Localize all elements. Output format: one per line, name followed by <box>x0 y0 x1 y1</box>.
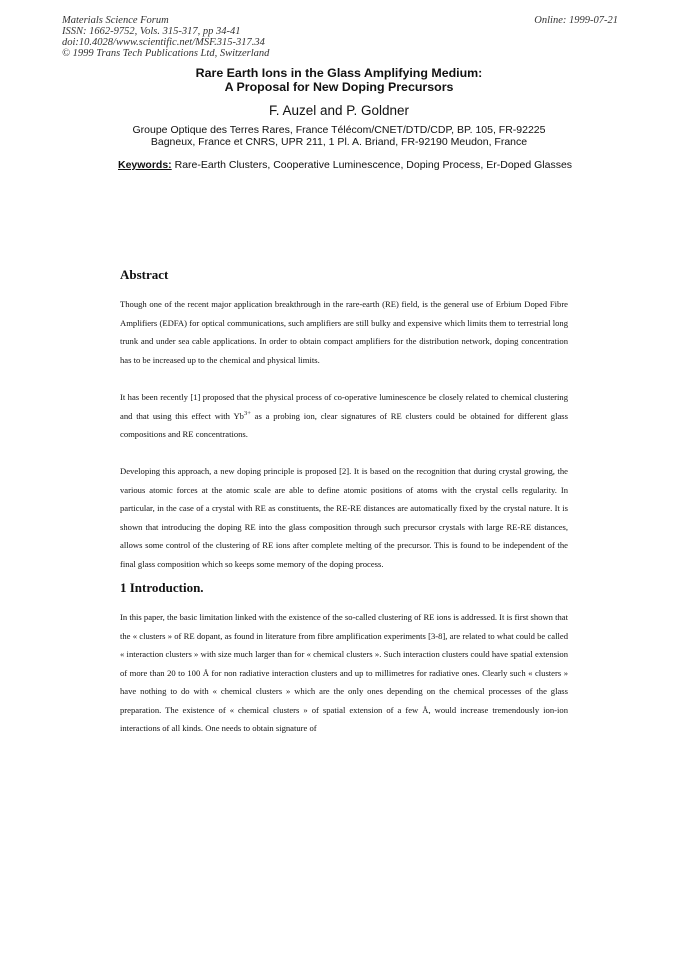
affiliation-line-2: Bagneux, France et CNRS, UPR 211, 1 Pl. A. Briand, FR-92190 Meudon, France <box>150 136 528 148</box>
affiliation <box>0 124 678 148</box>
issn: ISSN: 1662-9752, Vols. 315-317, pp 34-41 <box>62 26 241 37</box>
authors: F. Auzel and P. Goldner <box>268 103 410 118</box>
introduction-paragraph-1: In this paper, the basic limitation linked with the existence of the so-called clustering of RE ions is addressed. It is first shown that the « clusters » of RE dopant, as found in literature from fibre amplification experiments [3-8], are related to what could be called « interaction clusters » with size much larger than for « chemical clusters ». Such interaction clusters could have spatial extension of more than 20 to 100 Å for non radiative interaction clusters and up to millimetres for radiative ones. Clearly such « clusters » have nothing to do with « chemical clusters » which are the only ones depending on the chemical processes of the glass preparation. The existence of « chemical clusters » of spatial extension of a few Å, would increase tremendously ion-ion interactions of all kinds. One needs to obtain signature of <box>120 612 568 733</box>
header-metadata <box>62 15 269 59</box>
title-line-2: A Proposal for New Doping Precursors <box>224 80 454 94</box>
copyright: © 1999 Trans Tech Publications Ltd, Switzerland <box>62 48 270 59</box>
abstract-paragraph-3: Developing this approach, a new doping principle is proposed [2]. It is based on the recognition that during crystal growing, the various atomic forces at the atomic scale are able to define atomic positions of atoms with the crystal cells regularity. In particular, in the case of a crystal with RE as constituents, the RE-RE distances are automatically fixed by the crystal nature. It is shown that introducing the doping RE into the glass composition through such precursor crystals with large RE-RE distances, allows some control of the clustering of RE ions after complete melting of the precursor. This is found to be independent of the final glass composition which so keeps some memory of the doping process. <box>120 466 568 569</box>
abstract-heading: Abstract <box>120 267 169 282</box>
abstract-p2-text-a: It has been recently [1] proposed that the physical process of co-operative luminescence be closely related to chemical clustering and that using this effect with Yb <box>120 392 568 421</box>
keywords-list: Rare-Earth Clusters, Cooperative Luminescence, Doping Process, Er-Doped Glasses <box>174 159 573 171</box>
abstract-paragraph-1: Though one of the recent major application breakthrough in the rare-earth (RE) field, is the general use of Erbium Doped Fibre Amplifiers (EDFA) for optical communications, such amplifiers are still bulky and expensive which limits them to terrestrial long trunk and under sea cable applications. In order to obtain compact amplifiers for the distribution network, doping concentration has to be increased up to the chemical and physical limits. <box>120 299 568 365</box>
superscript-charge: 3+ <box>243 409 251 417</box>
paper-title <box>0 66 678 94</box>
keywords-label: Keywords: <box>118 159 172 171</box>
doi-link[interactable]: doi:10.4028/www.scientific.net/MSF.315-317.34 <box>62 37 265 48</box>
affiliation-line-1: Groupe Optique des Terres Rares, France Télécom/CNET/DTD/CDP, BP. 105, FR-92225 <box>132 124 546 136</box>
introduction-heading: 1 Introduction. <box>120 580 204 595</box>
abstract-p2-text-b: as a probing ion, clear signatures of RE clusters could be obtained for different glass compositions and RE concentrations. <box>120 410 568 439</box>
journal-name: Materials Science Forum <box>62 15 169 26</box>
online-date: Online: 1999-07-21 <box>534 15 618 26</box>
title-line-1: Rare Earth Ions in the Glass Amplifying Medium: <box>195 66 483 80</box>
keywords <box>118 159 572 171</box>
abstract-paragraph-2 <box>120 388 568 444</box>
